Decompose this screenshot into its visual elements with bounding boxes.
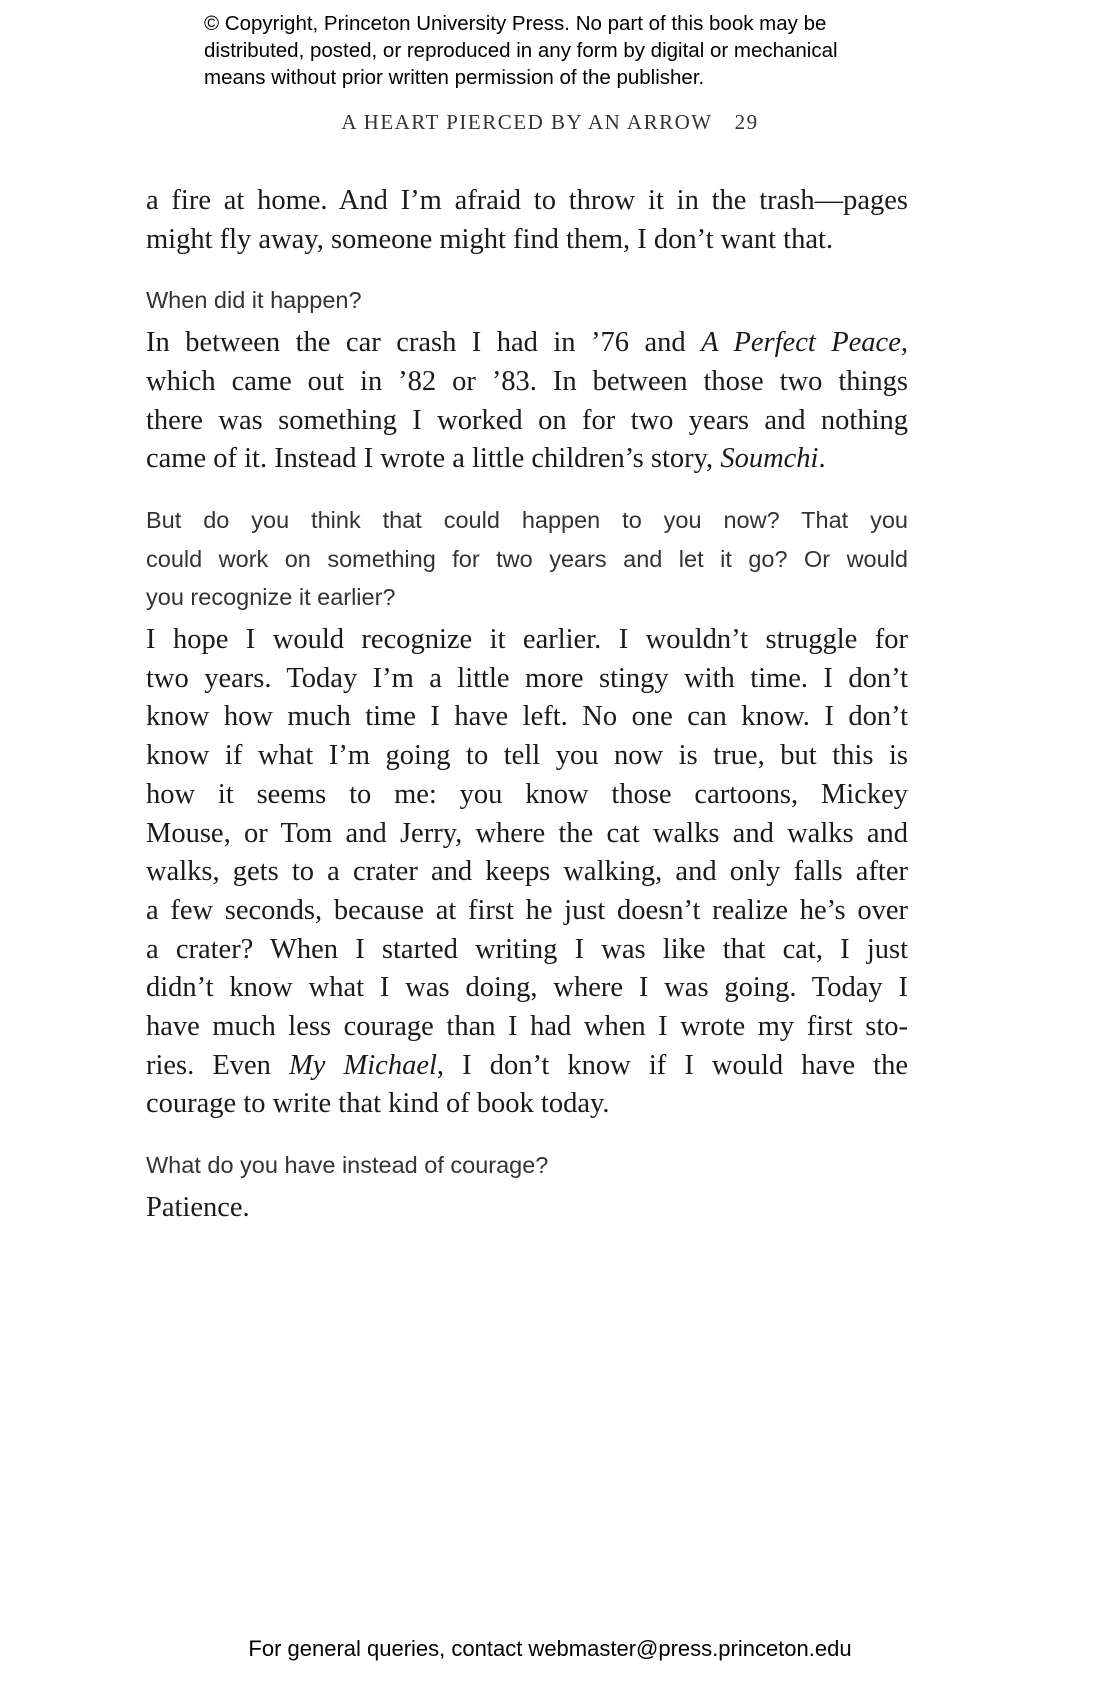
- text-line: What do you have instead of courage?: [146, 1152, 549, 1179]
- footer-contact: [0, 1636, 1100, 1662]
- footer-text: For general queries, contact webmaster@press.princeton.edu: [248, 1636, 852, 1661]
- answer-paragraph: [146, 621, 908, 1124]
- text-line: have much less courage than I had when I wrote my first sto-: [146, 1011, 908, 1043]
- text-line: you recognize it earlier?: [146, 584, 396, 611]
- book-title: Soumchi: [720, 443, 819, 475]
- copyright-line: distributed, posted, or reproduced in any form by digital or mechanical: [204, 39, 838, 62]
- answer-paragraph: [146, 324, 908, 479]
- text-line: which came out in ’82 or ’83. In between those two things: [146, 365, 908, 397]
- text-line: courage to write that kind of book today.: [146, 1088, 610, 1120]
- text-line: [146, 1047, 908, 1086]
- book-title: A Perfect Peace: [701, 327, 901, 359]
- text-line: might fly away, someone might find them, I don’t want that.: [146, 223, 834, 255]
- text-run: .: [818, 443, 826, 475]
- answer-paragraph: [146, 182, 908, 259]
- text-line: didn’t know what I was doing, where I was going. Today I: [146, 972, 908, 1004]
- text-run: In between the car crash I had in ’76 and: [146, 327, 702, 359]
- text-run: , I don’t know if I would have the: [436, 1049, 908, 1081]
- copyright-line: © Copyright, Princeton University Press. No part of this book may be: [204, 12, 827, 35]
- text-line: a fire at home. And I’m afraid to throw it in the trash—pages: [146, 185, 908, 216]
- text-line: a crater? When I started writing I was like that cat, I just: [146, 933, 908, 965]
- question-paragraph: [146, 1146, 908, 1185]
- text-line: know if what I’m going to tell you now is true, but this is: [146, 740, 908, 772]
- text-line: know how much time I have left. No one can know. I don’t: [146, 701, 908, 733]
- text-line: Mouse, or Tom and Jerry, where the cat walks and walks and: [146, 817, 908, 849]
- text-line: walks, gets to a crater and keeps walking, and only falls after: [146, 856, 908, 888]
- text-line: I hope I would recognize it earlier. I wouldn’t struggle for: [146, 624, 908, 656]
- text-line: [146, 440, 908, 479]
- page-number: 29: [734, 110, 759, 134]
- copyright-line: means without prior written permission of the publisher.: [204, 66, 705, 89]
- text-line: could work on something for two years and let it go? Or would: [146, 545, 908, 572]
- running-head-title: A HEART PIERCED BY AN ARROW: [341, 110, 713, 134]
- question-paragraph: [146, 501, 908, 617]
- text-run: came of it. Instead I wrote a little children’s story,: [146, 443, 721, 475]
- running-head: [0, 110, 1100, 135]
- text-line: there was something I worked on for two years and nothing: [146, 404, 908, 436]
- text-line: But do you think that could happen to you now? That you: [146, 506, 908, 533]
- text-line: a few seconds, because at first he just doesn’t realize he’s over: [146, 894, 908, 926]
- text-line: [146, 324, 908, 363]
- text-line: how it seems to me: you know those cartoons, Mickey: [146, 778, 908, 810]
- text-run: ries. Even: [146, 1049, 290, 1081]
- text-line: Patience.: [146, 1191, 250, 1223]
- text-run: ,: [900, 327, 908, 359]
- question-paragraph: [146, 281, 908, 320]
- page-body: [146, 182, 908, 1228]
- text-line: When did it happen?: [146, 287, 362, 314]
- copyright-notice: [204, 10, 924, 91]
- book-title: My Michael: [289, 1049, 437, 1081]
- answer-paragraph: [146, 1189, 908, 1228]
- text-line: two years. Today I’m a little more stingy with time. I don’t: [146, 662, 908, 694]
